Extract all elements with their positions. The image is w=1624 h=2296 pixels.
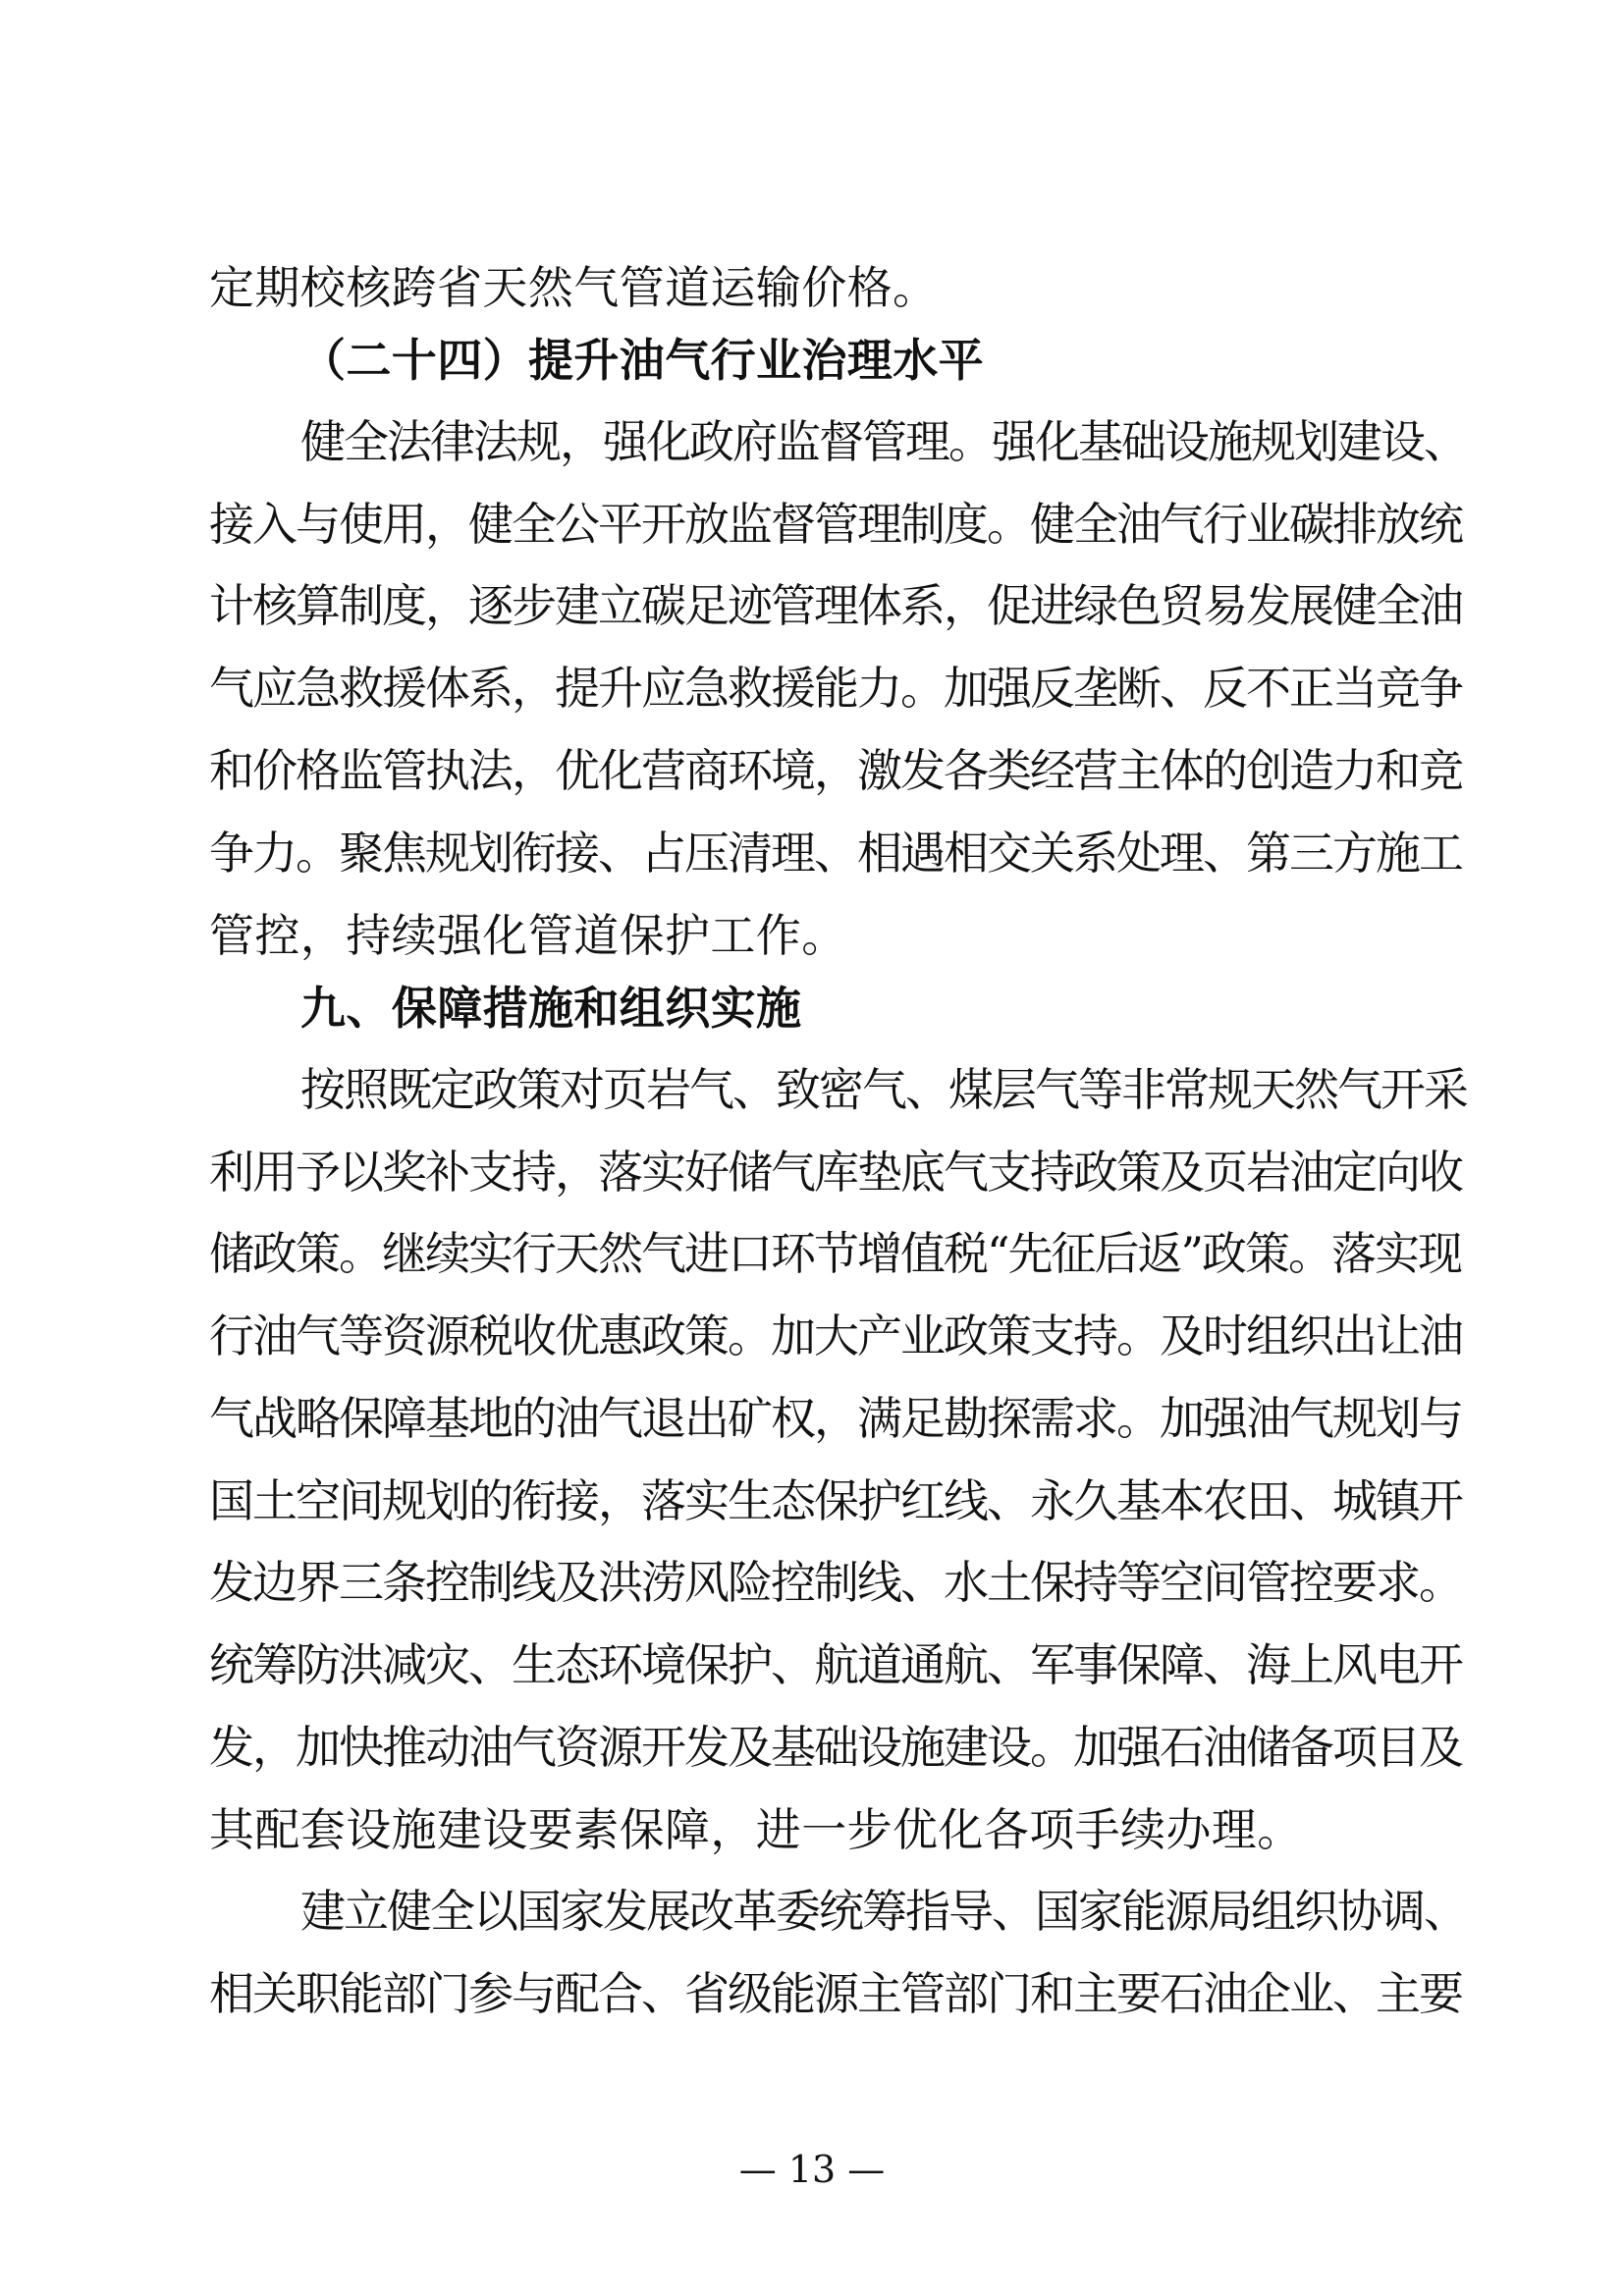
line-text: 其配套设施建设要素保障，进一步优化各项手续办理。 (209, 1803, 1303, 1856)
line-text: 健全法律法规，强化政府监督管理。强化基础设施规划建设、 (300, 415, 1467, 468)
text-line (0, 1377, 1624, 1460)
line-text: 按照既定政策对页岩气、致密气、煤层气等非常规天然气开采 (300, 1063, 1467, 1116)
line-text: 发边界三条控制线及洪涝风险控制线、水土保持等空间管控要求。 (209, 1556, 1462, 1609)
line-text: 气应急救援体系，提升应急救援能力。加强反垄断、反不正当竞争 (209, 662, 1462, 715)
line-text: 利用予以奖补支持，落实好储气库垫底气支持政策及页岩油定向收 (209, 1146, 1462, 1199)
line-text: 和价格监管执法，优化营商环境，激发各类经营主体的创造力和竞 (209, 744, 1462, 797)
section-heading (0, 319, 1624, 401)
page-number: — 13 — (738, 2148, 886, 2191)
line-text: 定期校核跨省天然气管道运输价格。 (209, 261, 939, 314)
text-line (0, 1295, 1624, 1377)
heading-text: 九、保障措施和组织实施 (300, 982, 802, 1035)
heading-text: （二十四）提升油气行业治理水平 (300, 334, 984, 387)
line-text: 相关职能部门参与配合、省级能源主管部门和主要石油企业、主要 (209, 1967, 1462, 2020)
text-line (0, 894, 1624, 977)
text-line (0, 400, 1624, 483)
text-line (0, 812, 1624, 894)
text-line (0, 1460, 1624, 1542)
text-line (0, 1952, 1624, 2035)
text-line (0, 1212, 1624, 1295)
text-line (0, 1541, 1624, 1624)
line-text: 统筹防洪减灾、生态环境保护、航道通航、军事保障、海上风电开 (209, 1638, 1462, 1691)
text-line (0, 647, 1624, 729)
line-text: 气战略保障基地的油气退出矿权，满足勘探需求。加强油气规划与 (209, 1392, 1462, 1445)
line-text: 计核算制度，逐步建立碳足迹管理体系，促进绿色贸易发展健全油 (209, 579, 1462, 632)
text-line (0, 1048, 1624, 1131)
line-text: 争力。聚焦规划衔接、占压清理、相遇相交关系处理、第三方施工 (209, 827, 1462, 880)
line-text: 国土空间规划的衔接，落实生态保护红线、永久基本农田、城镇开 (209, 1474, 1462, 1527)
text-line (0, 1131, 1624, 1213)
section-heading (0, 967, 1624, 1049)
text-line (0, 1789, 1624, 1871)
line-text: 发，加快推动油气资源开发及基础设施建设。加强石油储备项目及 (209, 1721, 1462, 1774)
text-line (0, 1624, 1624, 1706)
text-line (0, 1706, 1624, 1789)
text-line (0, 246, 1624, 329)
text-line (0, 729, 1624, 812)
line-text: 建立健全以国家发展改革委统筹指导、国家能源局组织协调、 (300, 1885, 1467, 1938)
text-line (0, 564, 1624, 647)
line-text: 行油气等资源税收优惠政策。加大产业政策支持。及时组织出让油 (209, 1309, 1462, 1362)
line-text: 接入与使用，健全公平开放监督管理制度。健全油气行业碳排放统 (209, 498, 1462, 551)
text-line (0, 483, 1624, 565)
text-line (0, 1870, 1624, 1952)
line-text: 管控，持续强化管道保护工作。 (209, 909, 847, 962)
line-text: 储政策。继续实行天然气进口环节增值税“先征后返”政策。落实现 (209, 1227, 1462, 1280)
